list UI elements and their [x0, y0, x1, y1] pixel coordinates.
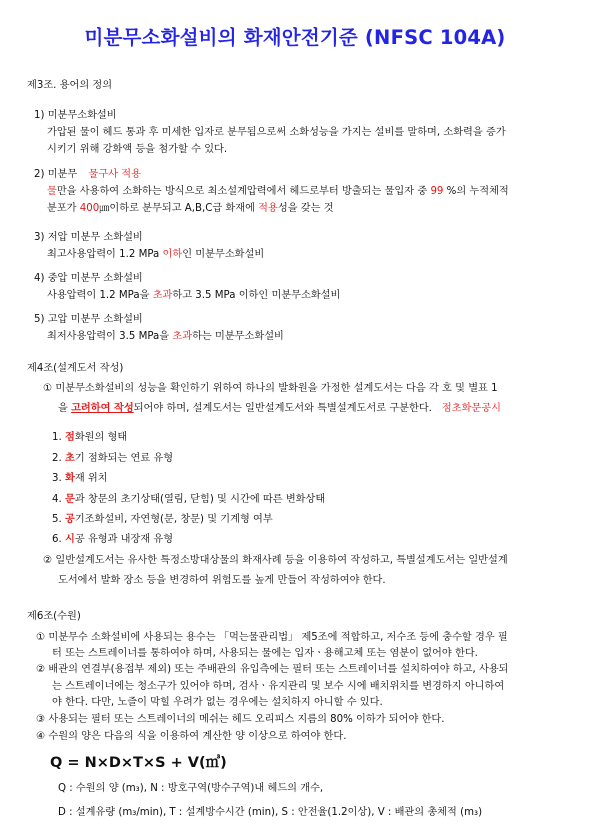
item-number: 3.	[52, 473, 62, 484]
text-segment: ㎛이하로 분무되고 A,B,C급 화재에	[99, 203, 259, 214]
item-number: 4.	[52, 494, 62, 505]
paragraph-6-2-line3: 야 한다. 다만, 노즐이 막힐 우려가 없는 경우에는 설치하지 아니할 수 있다.	[52, 697, 383, 708]
handwritten-memo: 점초화문공시	[441, 403, 501, 414]
highlight-initial: 초	[64, 453, 75, 464]
paragraph-number: ②	[36, 664, 46, 675]
highlight-initial: 화	[64, 473, 75, 484]
highlight-percent: 99	[430, 186, 444, 197]
paragraph-4-2-line2: 도서에서 발화 장소 등을 변경하여 위험도를 높게 만들어 작성하여야 한다.	[58, 575, 386, 586]
highlight-water: 물	[47, 186, 57, 197]
highlight-apply: 적용	[258, 203, 278, 214]
definition-4-desc	[47, 289, 340, 303]
text-segment: 분포가	[47, 203, 80, 214]
text-segment: 하고 3.5 MPa 이하인 미분무소화설비	[172, 290, 341, 301]
definition-1-term	[34, 109, 117, 123]
definition-number: 1)	[34, 110, 45, 121]
text-segment: 일반설계도서는 유사한 특정소방대상물의 화재사례 등을 이용하여 작성하고, 특별설계도서는 일반설계	[55, 555, 508, 566]
highlight-initial: 시	[64, 534, 75, 545]
definition-number: 4)	[34, 273, 45, 284]
article-4-heading: 제4조(설계도서 작성)	[27, 363, 124, 374]
highlight-initial: 공	[64, 514, 75, 525]
paragraph-6-2-line1	[36, 663, 509, 677]
text-segment: 만을 사용하여 소화하는 방식으로 최소설계압력에서 헤드로부터 방출되는 물입자 중	[56, 186, 431, 197]
item-number: 5.	[52, 514, 62, 525]
definition-term: 저압 미분무 소화설비	[47, 232, 143, 243]
definition-2-desc-line2	[47, 202, 334, 216]
text-segment: 최고사용압력이 1.2 MPa	[47, 249, 163, 260]
definition-5-term	[34, 313, 143, 327]
paragraph-number: ②	[43, 555, 53, 566]
paragraph-4-1-line2	[58, 402, 501, 416]
definition-term: 중압 미분무 소화설비	[47, 273, 143, 284]
definition-1-desc-line2: 시키기 위해 강화액 등을 첨가할 수 있다.	[47, 144, 228, 155]
text-segment: 최저사용압력이 3.5 MPa을	[47, 331, 173, 342]
text-segment: 되어야 하며, 설계도서는 일반설계도서와 특별설계도서로 구분한다.	[133, 403, 432, 414]
document-title: 미분무소화설비의 화재안전기준 (NFSC 104A)	[84, 26, 506, 49]
paragraph-number: ①	[43, 383, 53, 394]
list-item	[52, 493, 325, 507]
item-number: 6.	[52, 534, 62, 545]
text-segment: 미분무수 소화설비에 사용되는 용수는 「먹는물관리법」 제5조에 적합하고, 저수조 등에 충수할 경우 필	[48, 632, 508, 643]
highlight-consider: 고려하여 작성	[71, 403, 134, 414]
definition-term: 미분무소화설비	[47, 110, 117, 121]
definition-number: 5)	[34, 314, 45, 325]
highlight-exceed: 초과	[152, 290, 173, 301]
paragraph-number: ④	[36, 731, 46, 742]
highlight-initial: 점	[64, 432, 75, 443]
list-item	[52, 513, 273, 527]
item-text: 과 창문의 초기상태(열림, 닫힘) 및 시간에 따른 변화상태	[74, 494, 326, 505]
highlight-exceed: 초과	[172, 331, 193, 342]
text-segment: 성을 갖는 것	[277, 203, 334, 214]
text-segment: 미분무소화설비의 성능을 확인하기 위하여 하나의 발화원을 가정한 설계도서는 다음 각 호 및 별표 1	[55, 383, 498, 394]
paragraph-6-1-line1	[36, 631, 508, 645]
item-number: 2.	[52, 453, 62, 464]
paragraph-4-2-line1	[43, 554, 508, 568]
definition-3-desc	[47, 248, 264, 262]
text-segment: 하는 미분무소화설비	[192, 331, 284, 342]
text-segment: 사용압력이 1.2 MPa을	[47, 290, 153, 301]
definition-number: 3)	[34, 232, 45, 243]
item-text: 기조화설비, 자연형(문, 창문) 및 기계형 여부	[74, 514, 273, 525]
definition-number: 2)	[34, 169, 45, 180]
definition-2-desc-line1	[47, 185, 509, 199]
highlight-below: 이하	[162, 249, 183, 260]
item-text: 공 유형과 내장재 유형	[74, 534, 174, 545]
paragraph-6-3	[36, 713, 445, 727]
highlight-initial: 문	[64, 494, 75, 505]
paragraph-4-1-line1	[43, 382, 498, 396]
highlight-micrometer: 400	[79, 203, 100, 214]
handwritten-memo: 물구사 적용	[88, 169, 141, 180]
text-segment: 사용되는 필터 또는 스트레이너의 메쉬는 헤드 오리피스 지름의 80% 이하가 되어야 한다.	[48, 714, 445, 725]
text-segment: 을	[58, 403, 72, 414]
formula-legend-line2: D : 설계유량 (m₃/min), T : 설계방수시간 (min), S : 안전율(1.2이상), V : 배관의 총체적 (m₃)	[58, 807, 483, 818]
definition-1-desc-line1: 가압된 물이 헤드 통과 후 미세한 입자로 분무됨으로써 소화성능을 가지는 설비를 말하며, 소화력을 증가	[47, 127, 506, 138]
paragraph-6-1-line2: 터 또는 스트레이너를 통하여야 하며, 사용되는 물에는 입자ㆍ용해고체 또는 염분이 없어야 한다.	[52, 648, 478, 659]
definition-3-term	[34, 231, 143, 245]
article-3-heading: 제3조. 용어의 정의	[27, 80, 113, 91]
article-6-heading: 제6조(수원)	[27, 611, 81, 622]
definition-term: 고압 미분무 소화설비	[47, 314, 143, 325]
list-item	[52, 533, 173, 547]
definition-5-desc	[47, 330, 284, 344]
list-item	[52, 431, 127, 445]
list-item	[52, 452, 173, 466]
text-segment: 수원의 양은 다음의 식을 이용하여 계산한 양 이상으로 하여야 한다.	[48, 731, 347, 742]
definition-4-term	[34, 272, 143, 286]
paragraph-number: ①	[36, 632, 46, 643]
text-segment: %의 누적체적	[443, 186, 509, 197]
item-number: 1.	[52, 432, 62, 443]
definition-2-term	[34, 168, 141, 182]
paragraph-6-2-line2: 는 스트레이너에는 청소구가 있어야 하며, 검사ㆍ유지관리 및 보수 시에 배치위치를 변경하지 아니하여	[52, 681, 505, 692]
text-segment: 배관의 연결부(용접부 제외) 또는 주배관의 유입측에는 필터 또는 스트레이너를 설치하여야 하고, 사용되	[48, 664, 509, 675]
list-item	[52, 472, 108, 486]
item-text: 화원의 형태	[74, 432, 128, 443]
water-volume-formula: Q = N×D×T×S + V(㎥)	[50, 755, 227, 771]
text-segment: 인 미분무소화설비	[182, 249, 265, 260]
formula-legend-line1: Q : 수원의 양 (m₃), N : 방호구역(방수구역)내 헤드의 개수,	[58, 783, 324, 794]
paragraph-6-4	[36, 730, 346, 744]
item-text: 재 위치	[74, 473, 108, 484]
paragraph-number: ③	[36, 714, 46, 725]
definition-term: 미분무	[47, 169, 78, 180]
item-text: 기 점화되는 연료 유형	[74, 453, 174, 464]
